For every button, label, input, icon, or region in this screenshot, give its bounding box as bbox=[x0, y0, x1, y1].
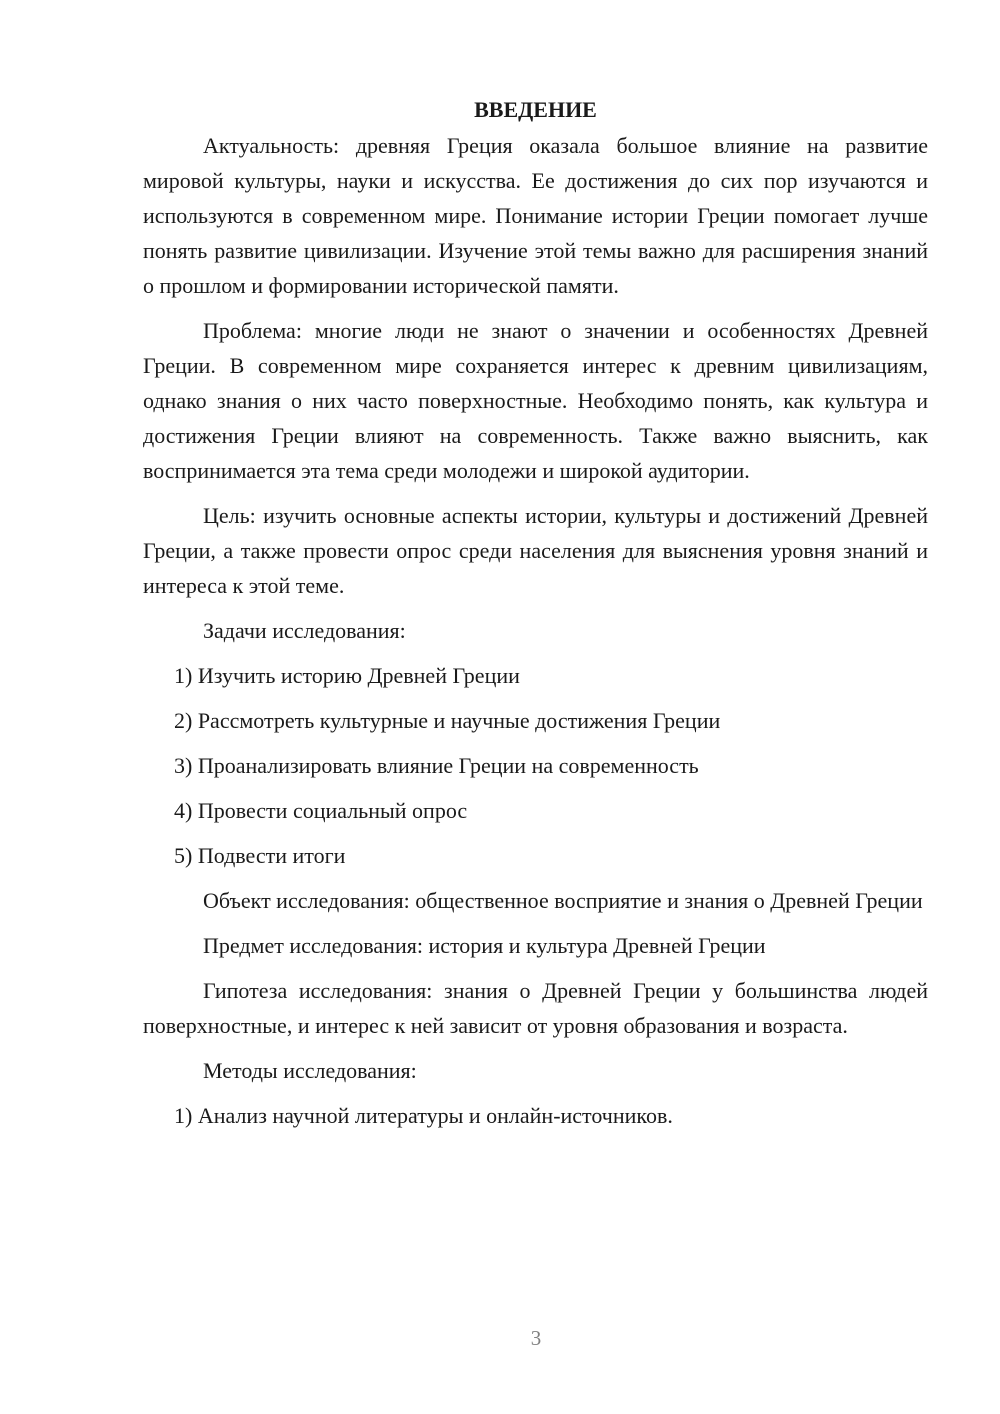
tasks-list bbox=[143, 658, 928, 873]
page-title: ВВЕДЕНИЕ bbox=[474, 97, 597, 122]
tasks-heading: Задачи исследования: bbox=[203, 618, 406, 643]
page-number: 3 bbox=[530, 1326, 542, 1350]
task-item-4: 4) Провести социальный опрос bbox=[174, 798, 468, 823]
task-item-1: 1) Изучить историю Древней Греции bbox=[174, 663, 520, 688]
subject-paragraph: Предмет исследования: история и культура Древней Греции bbox=[203, 933, 766, 958]
method-item-1: 1) Анализ научной литературы и онлайн-источников. bbox=[174, 1103, 673, 1128]
problem-paragraph: Проблема: многие люди не знают о значении и особенностях Древней Греции. В современном мире сохраняется интерес к древним цивилизациям, однако знания о них часто поверхностные. Необходимо понять, как культура и достижения Греции влияют на современность. Также важно выяснить, как воспринимается эта тема среди молодежи и широкой аудитории. bbox=[143, 318, 928, 483]
object-paragraph: Объект исследования: общественное восприятие и знания о Древней Греции bbox=[203, 888, 923, 913]
task-item-5: 5) Подвести итоги bbox=[174, 843, 346, 868]
goal-paragraph: Цель: изучить основные аспекты истории, культуры и достижений Древней Греции, а также провести опрос среди населения для выяснения уровня знаний и интереса к этой теме. bbox=[143, 503, 928, 598]
relevance-paragraph: Актуальность: древняя Греция оказала большое влияние на развитие мировой культуры, науки и искусства. Ее достижения до сих пор изучаются и используются в современном мире. Понимание истории Греции помогает лучше понять развитие цивилизации. Изучение этой темы важно для расширения знаний о прошлом и формировании исторической памяти. bbox=[143, 133, 928, 298]
document-page bbox=[143, 92, 928, 1143]
task-item-3: 3) Проанализировать влияние Греции на современность bbox=[174, 753, 699, 778]
hypothesis-paragraph: Гипотеза исследования: знания о Древней Греции у большинства людей поверхностные, и интерес к ней зависит от уровня образования и возраста. bbox=[143, 978, 928, 1038]
task-item-2: 2) Рассмотреть культурные и научные достижения Греции bbox=[174, 708, 721, 733]
methods-heading: Методы исследования: bbox=[203, 1058, 417, 1083]
methods-list bbox=[143, 1098, 928, 1133]
